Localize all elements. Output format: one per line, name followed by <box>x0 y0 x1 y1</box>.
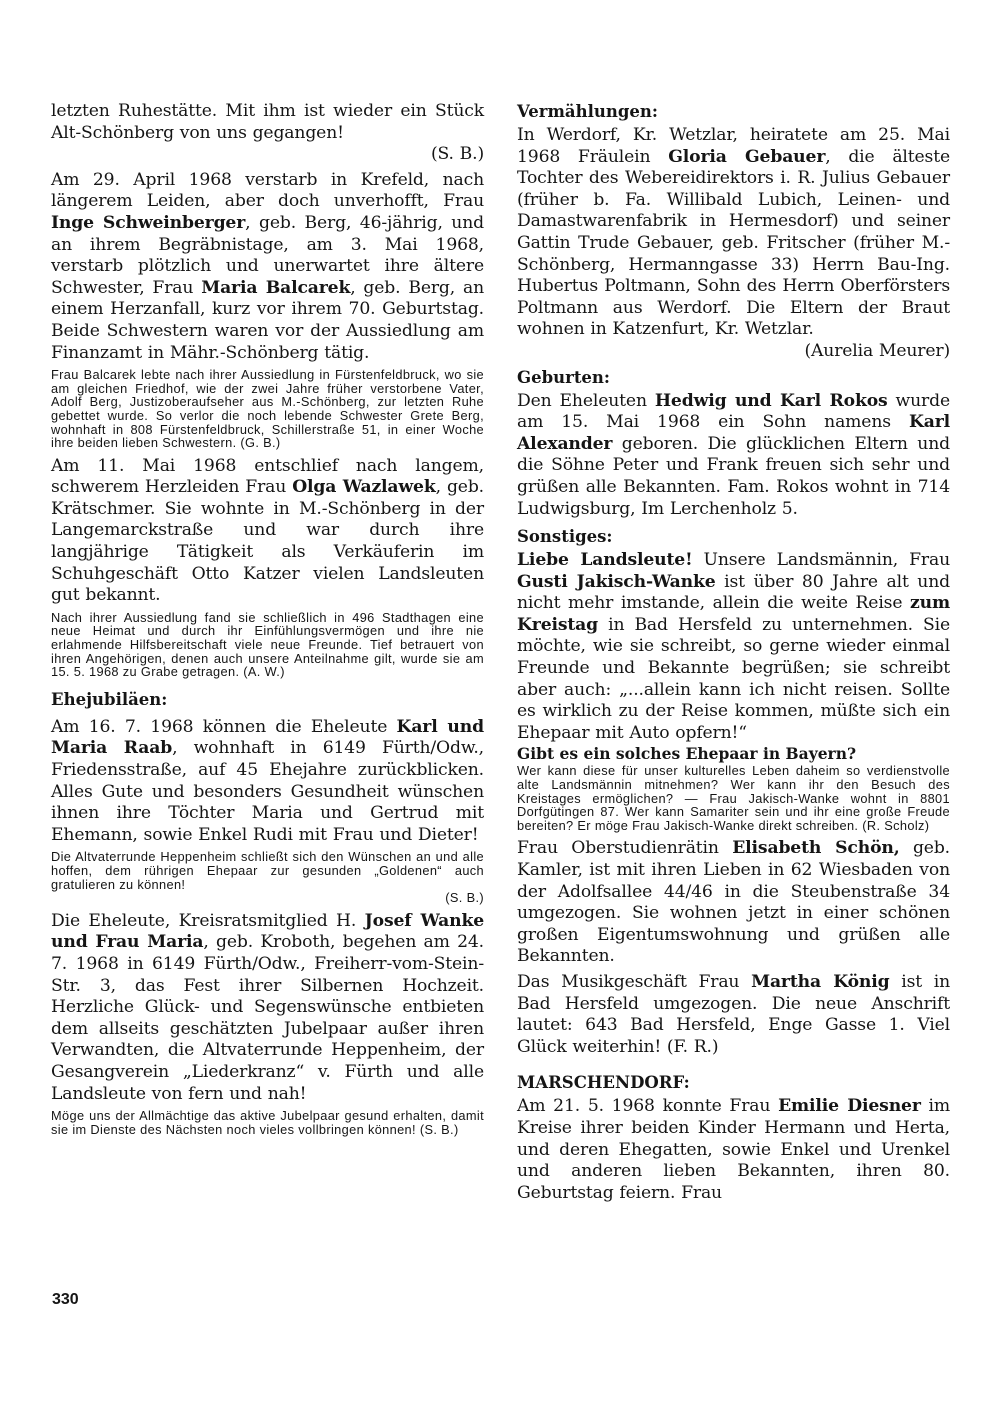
paragraph-text: Frau Oberstudienrätin <box>517 838 733 859</box>
emphasis: zum Kreistag <box>517 593 950 635</box>
paragraph-text: Unsere Landsmännin, Frau <box>692 550 950 571</box>
paragraph-text: ist in Bad Hersfeld umgezogen. Die neue Anschrift lautet: 643 Bad Hersfeld, Enge Gasse 1. Viel Glück weiterhin! (F. R.) <box>517 971 950 1057</box>
section-heading-sonstiges: Sonstiges: <box>517 527 613 547</box>
paragraph-text: , die älteste Tochter des Webereidirektors i. R. Julius Gebauer (früher b. Fa. Willibald Lubich, Leinen- und Damastwarenfabrik in Hermesdorf) und seiner Gattin Trude Gebauer, geb. Fritscher (früher M.-Schönberg, Hermanngasse 33) Herrn Bau-Ing. Hubertus Poltmann, Sohn des Herrn Oberförsters Poltmann aus Werdorf. Die Eltern der Braut wohnen in Katzenfurt, Kr. Wetzlar. <box>517 146 951 340</box>
author-name: (Aurelia Meurer) <box>804 340 950 361</box>
section-heading-vermaehlungen: Vermählungen: <box>517 102 659 121</box>
paragraph-text: , wohnhaft in 6149 Fürth/Odw., Friedensstraße, auf 45 Ehejahre zurückblicken. Alles Gute und besonders Gesundheit wünschen ihnen ihre Töchter Maria und Gertrud mit Ehemann, sowie Enkel Rudi mit Frau und Dieter! <box>51 738 484 845</box>
person-name: Martha König <box>751 971 890 992</box>
paragraph-text: , geb. Krätschmer. Sie wohnte in M.-Schönberg in der Langemarckstraße und war durch ihre langjährige Tätigkeit als Verkäuferin im Schuhgeschäft Otto Katzer vielen Landsleuten gut bekannt. <box>51 477 484 606</box>
person-name: Gloria Gebauer <box>668 146 826 167</box>
paragraph-text: Das Musikgeschäft Frau <box>517 971 752 992</box>
person-name: Karl und Maria Raab <box>51 716 484 759</box>
paragraph-text: geb. Kamler, ist mit ihren Lieben in 62 Wiesbaden von der Adolfsallee 44/46 in die Steubenstraße 34 umgezogen. Sie wohnen jetzt in einer schönen großen Eigentumswohnung und grüßen alle Bekannten. <box>517 838 950 967</box>
paragraph-text: Die Eheleute, Kreisratsmitglied H. <box>51 910 365 931</box>
person-name: Hedwig und Karl Rokos <box>654 390 888 411</box>
obituary-wazlawek <box>51 456 484 607</box>
wedding-gebauer-poltmann <box>517 125 950 363</box>
anniversary-note-raab <box>51 850 484 904</box>
section-heading-ehejubilaeen: Ehejubiläen: <box>51 689 168 709</box>
anniversary-raab <box>51 717 484 847</box>
paragraph-text: In Werdorf, Kr. Wetzlar, heiratete am 25. Mai 1968 Fräulein <box>517 125 950 167</box>
paragraph-text: Am 29. April 1968 verstarb in Krefeld, nach längerem Leiden, aber doch unverhofft, Frau <box>51 169 484 212</box>
section-heading-marschendorf: MARSCHENDORF: <box>517 1073 690 1093</box>
section-heading-geburten: Geburten: <box>517 367 611 387</box>
paragraph-text: , geb. Kroboth, begehen am 24. 7. 1968 in 6149 Fürth/Odw., Freiherr-vom-Stein-Str. 3, das Fest ihrer Silbernen Hochzeit. Herzliche Glück- und Segenswünsche entbieten dem allseits geschätzten Jubelpaar außer ihren Verwandten, die Altvaterrunde Heppenheim, der Gesangverein „Liederkranz“ v. Fürth und alle Landsleute von fern und nah! <box>51 932 484 1104</box>
relocation-koenig <box>517 972 950 1058</box>
anniversary-wanke <box>51 911 484 1105</box>
paragraph-text: , geb. Berg, an einem Herzanfall, kurz vor ihrem 70. Geburtstag. Beide Schwestern waren vor der Aussiedlung am Finanzamt in Mähr.-Schönberg tätig. <box>51 277 485 363</box>
person-name: Josef Wanke und Frau Maria <box>51 910 484 953</box>
obituary-note-wazlawek: Nach ihrer Aussiedlung fand sie schließlich in 496 Stadthagen eine neue Heimat und durch ihr Einfühlungsvermögen und ihre nie erlahmende Hilfsbereitschaft viele neue Freunde. Tief betrauert von ihren Angehörigen, denen auch unsere Anteilnahme gilt, wurde sie am 15. 5. 1968 zu Grabe getragen. (A. W.) <box>51 609 484 680</box>
paragraph-text: wurde am 15. Mai 1968 ein Sohn namens <box>517 390 950 433</box>
paragraph-text: Am 11. Mai 1968 entschlief nach langem, schwerem Herzleiden Frau <box>51 455 484 498</box>
page-number: 330 <box>52 1291 79 1308</box>
paragraph-text: Den Eheleuten <box>517 390 655 411</box>
left-column <box>51 101 484 1142</box>
appeal-note: Wer kann diese für unser kulturelles Leben daheim so verdienstvolle alte Landsmännin mitnehmen? Wer kann ihr den Besuch des Kreistages ermöglichen? — Frau Jakisch-Wanke wohnt in 8801 Dorfgütingen 87. Wer kann Samariter sein und ihr eine große Freude bereiten? Er möge Frau Jakisch-Wanke direkt schreiben. (R. Scholz) <box>517 763 950 833</box>
person-name: Olga Wazlawek <box>292 477 436 498</box>
obituary-schweinberger-balcarek <box>51 170 484 364</box>
paragraph-text: geboren. Die glücklichen Eltern und die Söhne Peter und Frank freuen sich sehr und grüßen alle Bekannten. Fam. Rokos wohnt in 714 Ludwigsburg, Im Lerchenholz 5. <box>517 433 950 519</box>
paragraph-text: , geb. Berg, 46-jährig, und an ihrem Begräbnistage, am 3. Mai 1968, verstarb plötzlich und unerwartet ihre ältere Schwester, Frau <box>51 212 485 298</box>
paragraph-text: letzten Ruhestätte. Mit ihm ist wieder ein Stück Alt-Schönberg von uns gegangen! <box>51 101 484 143</box>
person-name: Emilie Diesner <box>778 1096 921 1117</box>
appeal-jakisch-wanke <box>517 550 950 744</box>
author-initials: (S. B.) <box>445 890 484 906</box>
obituary-continuation <box>51 101 484 166</box>
salutation: Liebe Landsleute! <box>517 550 693 571</box>
person-name: Maria Balcarek <box>201 277 351 298</box>
person-name: Inge Schweinberger <box>51 212 246 233</box>
relocation-schoen <box>517 838 950 968</box>
person-name: Gusti Jakisch-Wanke <box>517 571 716 592</box>
author-initials: (S. B.) <box>430 144 484 165</box>
person-name: Elisabeth Schön, <box>732 838 900 859</box>
birthday-diesner <box>517 1096 950 1204</box>
birth-rokos <box>517 391 950 521</box>
person-name: Karl Alexander <box>517 412 950 454</box>
obituary-note-balcarek: Frau Balcarek lebte nach ihrer Aussiedlung in Fürstenfeldbruck, wo sie am gleichen Friedhof, wie der zwei Jahre früher verstorbene Vater, Adolf Berg, Justizoberaufseher aus M.-Schönberg, zur letzten Ruhe gebettet wurde. So verlor die noch lebende Schwester Grete Berg, wohnhaft in 808 Fürstenfeldbruck, Schillerstraße 51, in einer Woche ihre beiden lieben Schwestern. (G. B.) <box>51 367 484 451</box>
paragraph-text: in Bad Hersfeld zu unternehmen. Sie möchte, wie sie schreibt, so gerne wieder einmal Freunde und Bekannte begrüßen; sie schreibt aber auch: „...allein kann ich nicht reisen. Sollte es wirklich zu der Reise kommen, müßte sich ein Ehepaar mit Auto opfern!“ <box>517 614 950 743</box>
paragraph-text: Die Altvaterrunde Heppenheim schließt sich den Wünschen an und alle hoffen, dem rührigen Ehepaar zur gesunden „Goldenen“ auch gratulieren zu können! <box>51 849 484 892</box>
paragraph-text: ist über 80 Jahre alt und nicht mehr imstande, allein die weite Reise <box>517 571 950 614</box>
paragraph-text: Am 21. 5. 1968 konnte Frau <box>517 1096 779 1117</box>
anniversary-note-wanke: Möge uns der Allmächtige das aktive Jubelpaar gesund erhalten, damit sie im Dienste des Nächsten noch vieles vollbringen können! (S. B.) <box>51 1108 484 1137</box>
paragraph-text: im Kreise ihrer beiden Kinder Hermann und Herta, und deren Ehegatten, sowie Enkel und Urenkel und anderen lieben Bekannten, ihren 80. Geburtstag feiern. Frau <box>517 1096 951 1203</box>
right-column <box>517 101 950 1208</box>
appeal-question: Gibt es ein solches Ehepaar in Bayern? <box>517 744 857 764</box>
paragraph-text: Am 16. 7. 1968 können die Eheleute <box>51 716 397 737</box>
